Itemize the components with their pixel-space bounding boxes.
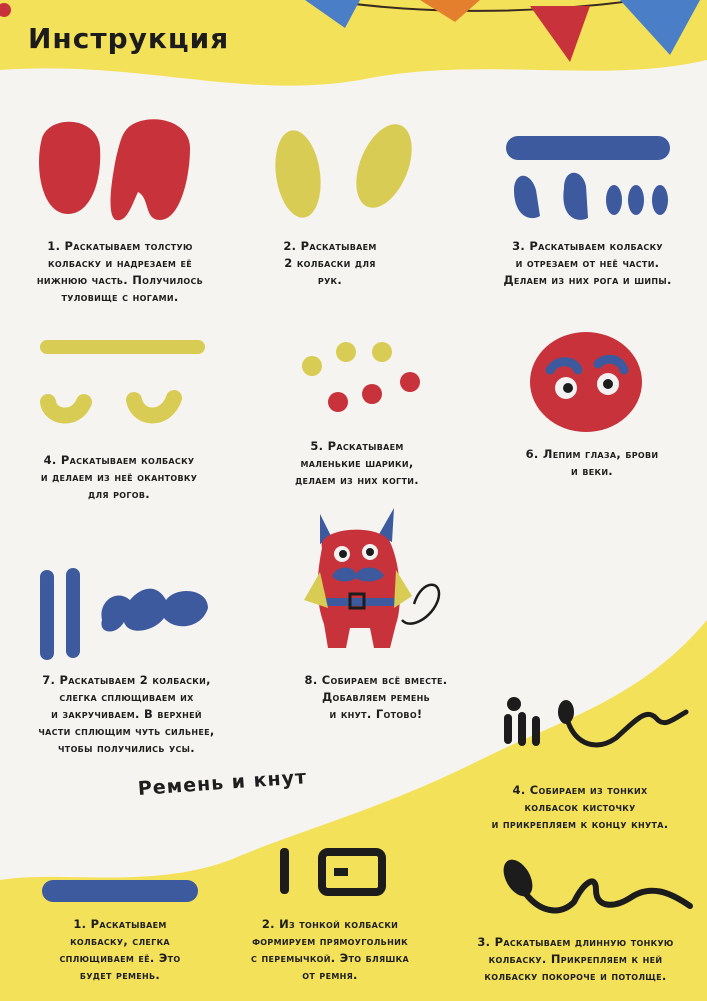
belt-step-1-text: 1. Раскатываем колбаску, слегка сплющиваем её. Это будет ремень.: [59, 917, 181, 982]
belt-step-3-text: 3. Раскатываем длинную тонкую колбаску. Прикрепляем к ней колбаску покороче и потолще.: [477, 935, 674, 983]
step-4-text: 4. Раскатываем колбаску и делаем из неё окантовку для рогов.: [40, 453, 198, 501]
step-2-illustration: [268, 126, 418, 222]
step-5-text: 5. Раскатываем маленькие шарики, делаем из них когти.: [295, 439, 419, 487]
belt-step-2-text: 2. Из тонкой колбаски формируем прямоугольник с перемычкой. Это бляшка от ремня.: [251, 917, 409, 982]
belt-step-2-illustration: [276, 844, 396, 904]
step-3-text: 3. Раскатываем колбаску и отрезаем от неё части. Делаем из них рога и шипы.: [503, 239, 672, 287]
step-6-text: 6. Лепим глаза, брови и веки.: [525, 447, 659, 478]
step-3-illustration: [500, 130, 685, 225]
step-4-illustration: [36, 336, 211, 426]
step-7-illustration: [36, 566, 216, 666]
belt-step-3-illustration: [500, 852, 700, 922]
belt-step-1-illustration: [40, 878, 200, 908]
step-8-text: 8. Собираем всё вместе. Добавляем ремень и кнут. Готово!: [304, 673, 448, 721]
belt-section-title: Ремень и кнут: [137, 766, 308, 800]
step-2-text: 2. Раскатываем 2 колбаски для рук.: [283, 239, 377, 287]
step-1-illustration: [30, 118, 200, 226]
step-6-illustration: [528, 330, 648, 440]
belt-step-4-text: 4. Собираем из тонких колбасок кисточку и прикрепляем к концу кнута.: [491, 783, 669, 831]
step-8-illustration: [298, 508, 463, 658]
page-title: Инструкция: [28, 22, 230, 55]
step-7-text: 7. Раскатываем 2 колбаски, слегка сплющиваем их и закручиваем. В верхней части сплющим чуть сильнее, чтобы получились усы.: [38, 673, 215, 755]
step-5-illustration: [298, 340, 428, 420]
step-1-text: 1. Раскатываем толстую колбаску и надрезаем её нижнюю часть. Получилось туловище с ногами.: [36, 239, 204, 304]
belt-step-4-illustration: [496, 690, 696, 760]
